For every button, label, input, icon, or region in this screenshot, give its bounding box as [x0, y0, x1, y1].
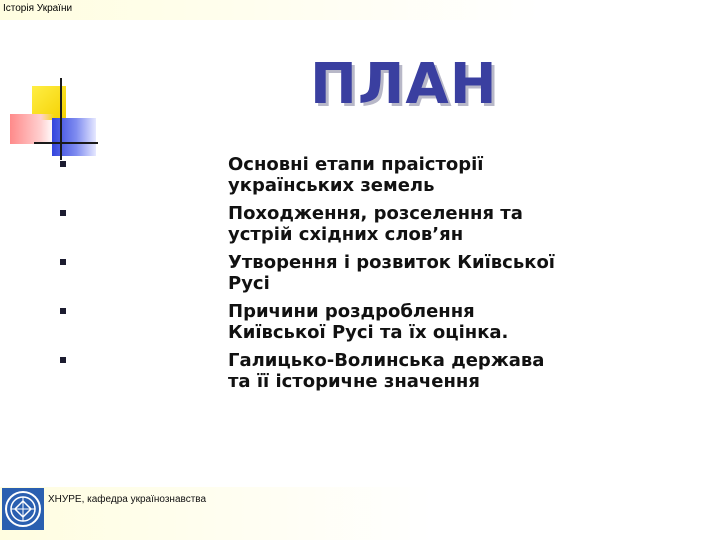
square-bullet-icon: [60, 357, 66, 363]
plan-item: [60, 203, 560, 245]
plan-item-text: Утворення і розвиток Київської Русі: [228, 252, 555, 294]
plan-item: [60, 154, 560, 196]
vertical-line: [60, 78, 62, 160]
plan-item: [60, 350, 560, 392]
slide-title: ПЛАН: [310, 52, 498, 117]
square-bullet-icon: [60, 210, 66, 216]
university-logo-icon: [2, 488, 44, 530]
plan-item: [60, 301, 560, 343]
plan-list: [60, 154, 560, 399]
square-bullet-icon: [60, 161, 66, 167]
header-band: [0, 0, 720, 20]
square-bullet-icon: [60, 259, 66, 265]
blue-square: [52, 118, 96, 156]
plan-item-text: Походження, розселення та устрій східних слов’ян: [228, 203, 523, 245]
decorative-squares: [8, 78, 98, 162]
plan-item: [60, 252, 560, 294]
plan-item-text: Галицько-Волинська держава та її історичне значення: [228, 350, 545, 392]
horizontal-line: [34, 142, 98, 144]
footer-text: ХНУРЕ, кафедра українознавства: [48, 494, 207, 505]
course-title: Історія України: [3, 3, 73, 14]
square-bullet-icon: [60, 308, 66, 314]
plan-item-text: Основні етапи праісторії українських земель: [228, 154, 484, 196]
plan-item-text: Причини роздроблення Київської Русі та їх оцінка.: [228, 301, 509, 343]
red-square: [10, 114, 54, 144]
